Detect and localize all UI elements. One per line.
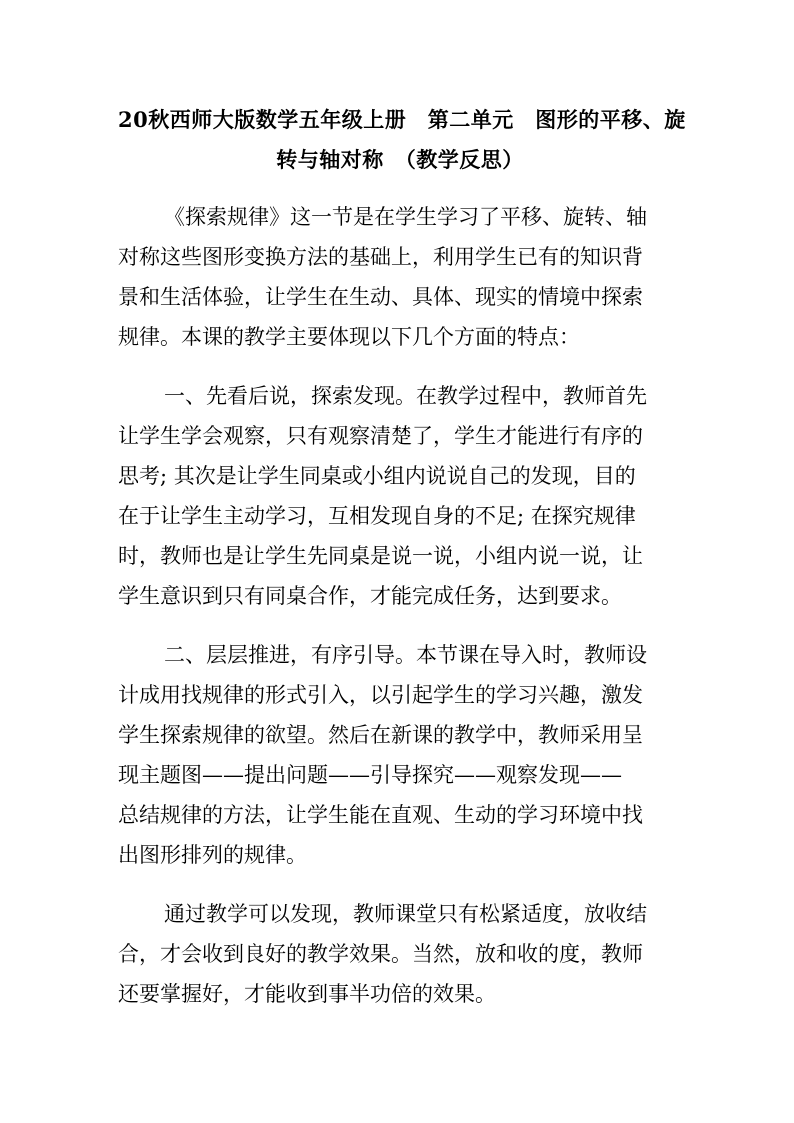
text-line: 总结规律的方法，让学生能在直观、生动的学习环境中找 <box>118 803 643 827</box>
text-line: 计成用找规律的形式引入，以引起学生的学习兴趣，激发 <box>118 683 643 707</box>
text-line: 学生探索规律的欲望。然后在新课的教学中，教师采用呈 <box>118 723 643 747</box>
text-line: 景和生活体验，让学生在生动、具体、现实的情境中探索 <box>118 285 643 309</box>
text-line: 让学生学会观察，只有观察清楚了，学生才能进行有序的 <box>118 424 643 448</box>
text-line: 一、先看后说，探索发现。在教学过程中，教师首先 <box>164 384 647 408</box>
text-line: 还要掌握好，才能收到事半功倍的效果。 <box>118 982 496 1006</box>
text-line: 对称这些图形变换方法的基础上，利用学生已有的知识背 <box>118 245 643 269</box>
text-line: 通过教学可以发现，教师课堂只有松紧适度，放收结 <box>164 902 647 926</box>
text-line: 规律。本课的教学主要体现以下几个方面的特点： <box>118 325 580 349</box>
text-line: 《探索规律》这一节是在学生学习了平移、旋转、轴 <box>164 205 647 229</box>
page-title <box>118 100 686 180</box>
paragraph-point-two <box>118 635 678 875</box>
title-line: 转与轴对称 （教学反思） <box>276 147 524 172</box>
paragraph-intro <box>118 197 678 357</box>
text-line: 思考; 其次是让学生同桌或小组内说说自己的发现，目的 <box>118 464 636 488</box>
text-line: 现主题图——提出问题——引导探究——观察发现—— <box>118 763 622 787</box>
text-line: 时，教师也是让学生先同桌是说一说，小组内说一说，让 <box>118 544 643 568</box>
text-line: 学生意识到只有同桌合作，才能完成任务，达到要求。 <box>118 584 622 608</box>
text-line: 在于让学生主动学习，互相发现自身的不足; 在探究规律 <box>118 504 636 528</box>
title-line: 20秋西师大版数学五年级上册 第二单元 图形的平移、旋 <box>118 107 686 132</box>
text-line: 合，才会收到良好的教学效果。当然，放和收的度，教师 <box>118 942 643 966</box>
paragraph-point-one <box>118 376 678 616</box>
text-line: 二、层层推进，有序引导。本节课在导入时，教师设 <box>164 643 647 667</box>
paragraph-conclusion <box>118 894 678 1014</box>
text-line: 出图形排列的规律。 <box>118 843 307 867</box>
